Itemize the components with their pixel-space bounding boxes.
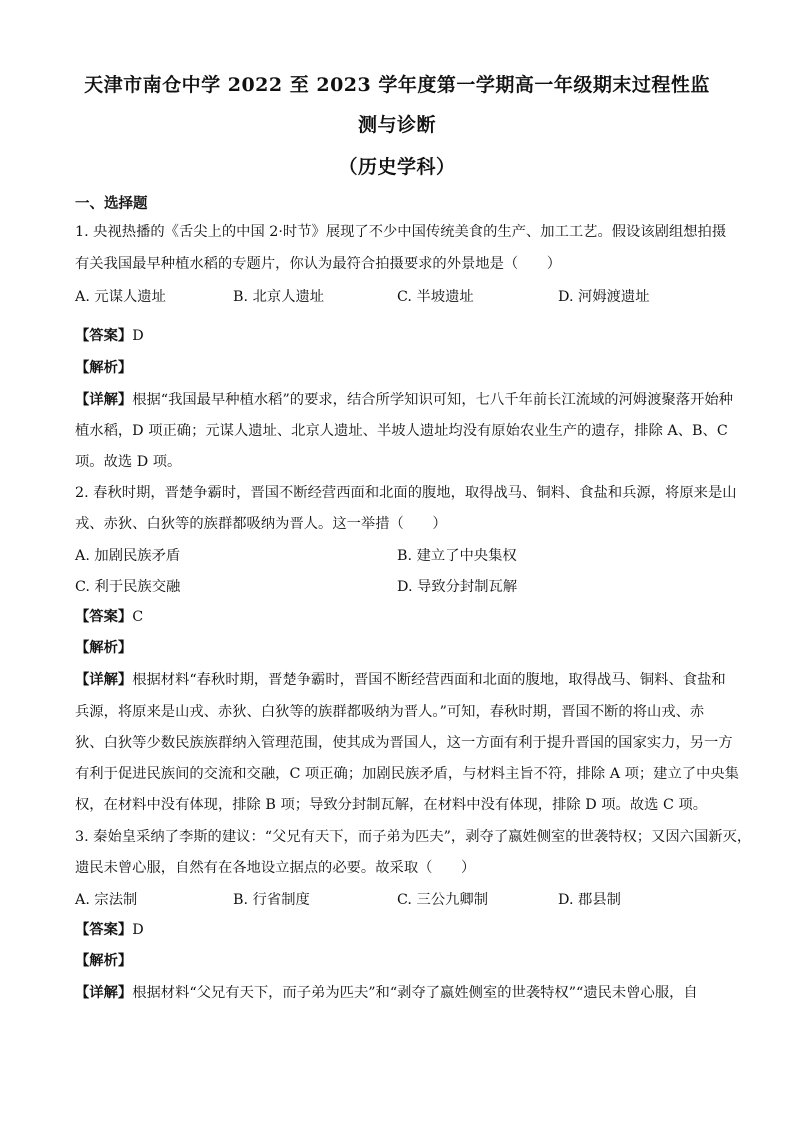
- q2-answer: [75, 607, 724, 627]
- q3-answer: [75, 920, 724, 940]
- q1-option-b: B. 北京人遗址: [233, 289, 325, 305]
- q2-detail-line4: 有利于促进民族间的交流和交融，C 项正确；加剧民族矛盾，与材料主旨不符，排除 A 项；建立了中央集: [75, 766, 739, 782]
- q3-stem-line1: 3. 秦始皇采纳了李斯的建议：“父兄有天下，而子弟为匹夫”，剥夺了嬴姓侧室的世袭特权；又因六国新灭，: [75, 829, 752, 845]
- q3-option-d: D. 郡县制: [558, 892, 621, 908]
- detail-text: 根据材料“春秋时期，晋楚争霸时，晋国不断经营西面和北面的腹地，取得战马、铜料、食盐和: [132, 672, 726, 688]
- q2-stem-line1: 2. 春秋时期，晋楚争霸时，晋国不断经营西面和北面的腹地，取得战马、铜料、食盐和兵源，将原来是山: [75, 485, 737, 501]
- detail-tag: 【详解】: [75, 672, 133, 688]
- q1-stem-line1: 1. 央视热播的《舌尖上的中国 2·时节》展现了不少中国传统美食的生产、加工工艺。假设该剧组想拍摄: [75, 224, 727, 240]
- answer-value: D: [132, 922, 144, 938]
- doc-subject: （历史学科）: [338, 156, 456, 178]
- section-heading: 一、选择题: [75, 195, 148, 212]
- q1-detail-line1: [75, 390, 733, 410]
- q1-option-a: A. 元谋人遗址: [75, 289, 166, 305]
- q2-detail-line5: 权，在材料中没有体现，排除 B 项；导致分封制瓦解，在材料中没有体现，排除 D 项。故选 C 项。: [75, 797, 708, 813]
- q3-detail-line1: [75, 983, 724, 1003]
- detail-tag: 【详解】: [75, 985, 133, 1001]
- detail-text: 根据材料“父兄有天下，而子弟为匹夫”和“剥夺了嬴姓侧室的世袭特权”“遗民未曾心服，自: [132, 985, 698, 1001]
- q2-analysis-tag: 【解析】: [75, 640, 133, 656]
- q1-analysis-tag: 【解析】: [75, 360, 133, 376]
- answer-value: D: [132, 328, 144, 344]
- q2-detail-line3: 狄、白狄等少数民族族群纳入管理范围，使其成为晋国人，这一方面有利于提升晋国的国家实力，另一方: [75, 735, 733, 751]
- q2-stem-line2: 戎、赤狄、白狄等的族群都吸纳为晋人。这一举措（ ）: [75, 516, 447, 532]
- q3-stem-line2: 遗民未曾心服，自然有在各地设立据点的必要。故采取（ ）: [75, 860, 476, 876]
- q3-analysis-tag: 【解析】: [75, 953, 133, 969]
- q2-detail-line2: 兵源，将原来是山戎、赤狄、白狄等的族群都吸纳为晋人。”可知，春秋时期，晋国不断的将山戎、赤: [75, 704, 705, 720]
- answer-tag: 【答案】: [75, 922, 133, 938]
- answer-tag: 【答案】: [75, 609, 133, 625]
- q3-option-a: A. 宗法制: [75, 892, 138, 908]
- answer-value: C: [132, 609, 144, 625]
- q1-option-d: D. 河姆渡遗址: [558, 289, 650, 305]
- q2-option-a: A. 加剧民族矛盾: [75, 548, 181, 564]
- q2-option-d: D. 导致分封制瓦解: [397, 579, 518, 595]
- q2-option-b: B. 建立了中央集权: [397, 548, 517, 564]
- q1-option-c: C. 半坡遗址: [397, 289, 474, 305]
- q2-option-c: C. 利于民族交融: [75, 579, 181, 595]
- q3-option-c: C. 三公九卿制: [397, 892, 489, 908]
- answer-tag: 【答案】: [75, 328, 133, 344]
- detail-text: 根据“我国最早种植水稻”的要求，结合所学知识可知，七八千年前长江流域的河姆渡聚落开始种: [132, 392, 733, 408]
- q2-detail-line1: [75, 670, 724, 690]
- q1-detail-line3: 项。故选 D 项。: [75, 454, 182, 470]
- q1-answer: [75, 326, 724, 346]
- doc-title-line2: 测与诊断: [357, 114, 436, 136]
- q1-stem-line2: 有关我国最早种植水稻的专题片，你认为最符合拍摄要求的外景地是（ ）: [75, 256, 562, 272]
- q3-option-b: B. 行省制度: [233, 892, 310, 908]
- doc-title-line1: 天津市南仓中学 2022 至 2023 学年度第一学期高一年级期末过程性监: [84, 74, 710, 96]
- detail-tag: 【详解】: [75, 392, 133, 408]
- q1-detail-line2: 植水稻，D 项正确；元谋人遗址、北京人遗址、半坡人遗址均没有原始农业生产的遗存，排除 A、B、C: [75, 423, 728, 439]
